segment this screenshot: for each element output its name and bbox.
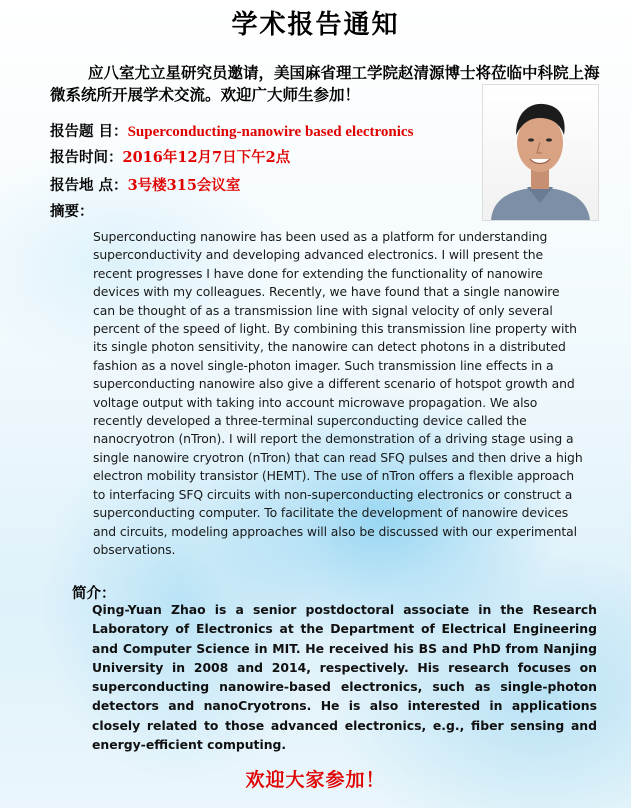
- talk-time-row: [50, 146, 290, 167]
- page-title: 学术报告通知: [231, 10, 400, 40]
- bio-label: 简介：: [72, 585, 116, 602]
- welcome-message: 欢迎大家参加！: [245, 769, 386, 791]
- talk-title-label: 报告题 目：: [50, 123, 128, 140]
- speaker-portrait-image: [483, 85, 598, 220]
- talk-place-label: 报告地 点：: [50, 177, 128, 194]
- talk-title-value: Superconducting-nanowire based electronics: [127, 124, 414, 140]
- talk-place-value: 3号楼315会议室: [127, 177, 241, 194]
- bio-text: Qing-Yuan Zhao is a senior postdoctoral associate in the Research Laboratory of Electronics at the Department of Electrical Engineering and Computer Science in MIT. He received his BS and PhD from Nanjing University in 2008 and 2014, respectively. His research focuses on superconducting nanowire-based electronics, such as single-photon detectors and nanoCryotrons. He is also interested in applications closely related to those advanced electronics, e.g., fiber sensing and energy-efficient computing.: [92, 602, 597, 753]
- abstract-label: 摘要：: [50, 203, 94, 220]
- talk-title-row: [50, 120, 413, 141]
- intro-paragraph: 应八室尤立星研究员邀请，美国麻省理工学院赵清源博士将莅临中科院上海微系统所开展学术交流。欢迎广大师生参加！: [50, 63, 600, 104]
- talk-time-label: 报告时间：: [50, 149, 123, 166]
- talk-time-value: 2016年12月7日下午2点: [122, 149, 291, 166]
- speaker-photo: [482, 84, 599, 221]
- abstract-text: Superconducting nanowire has been used as a platform for understanding superconductivity and developing advanced electronics. I will present the recent progresses I have done for extending the functionality of nanowire devices with my colleagues. Recently, we have found that a single nanowire can be thought of as a transmission line with signal velocity of only several percent of the speed of light. By combining this transmission line property with its single photon sensitivity, the nanowire can detect photons in a distributed fashion as a novel single-photon imager. Such transmission line effects in a superconducting nanowire also give a different scenario of hotspot growth and voltage output with taking into account microwave propagation. We also recently developed a three-terminal superconducting device called the nanocryotron (nTron). I will report the demonstration of a driving stage using a single nanowire cryotron (nTron) that can read SFQ pulses and then drive a high electron mobility transistor (HEMT). The use of nTron offers a flexible approach to interfacing SFQ circuits with non-superconducting electronics or construct a superconducting computer. To facilitate the development of nanowire devices and circuits, modeling approaches will also be discussed with our experimental observations.: [93, 229, 583, 557]
- talk-place-row: [50, 174, 240, 195]
